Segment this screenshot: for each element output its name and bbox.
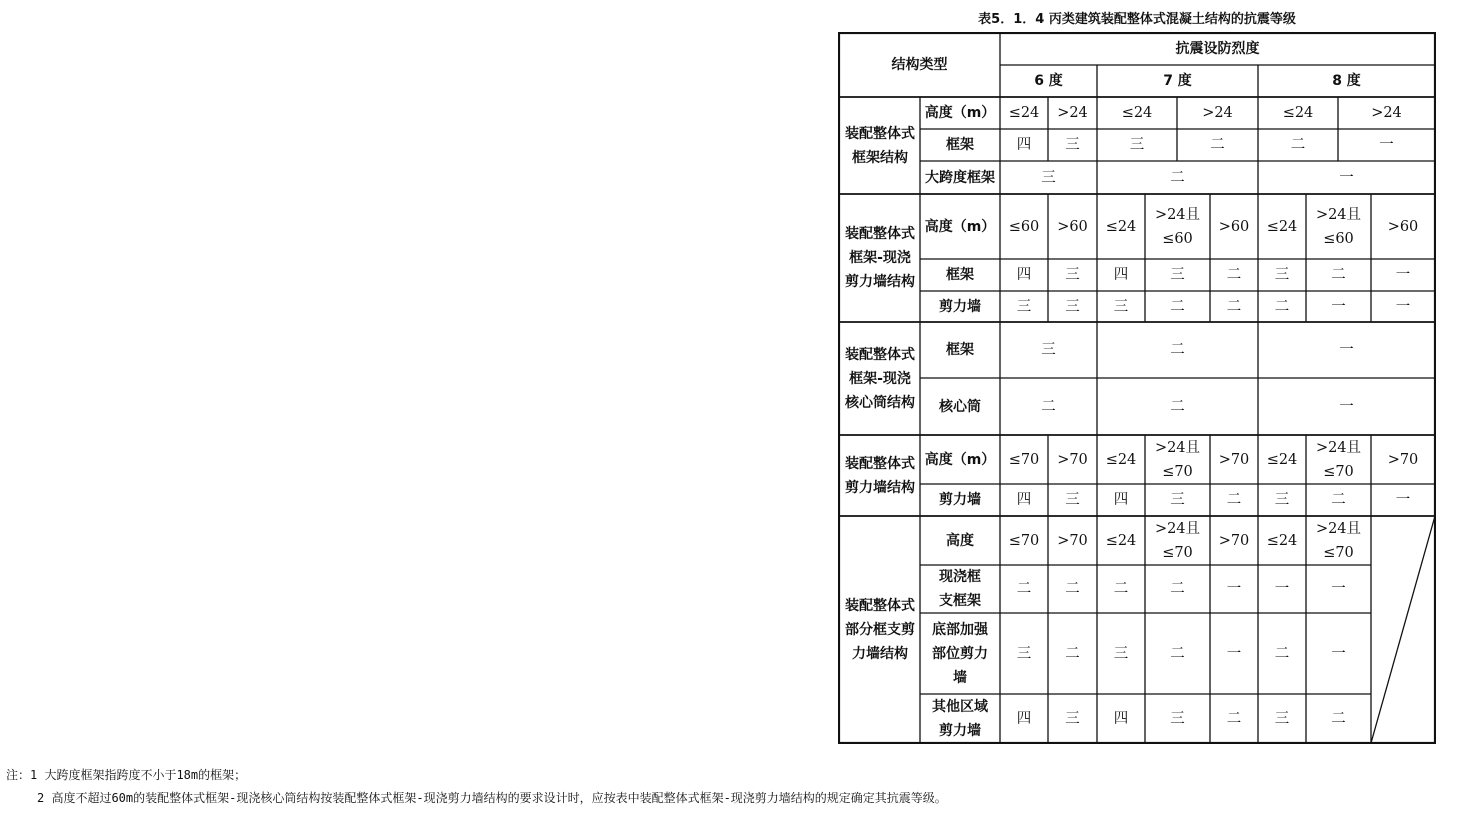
table-cell: 四: [1016, 710, 1032, 727]
table-cell: 二: [1170, 298, 1185, 315]
table-cell: 三: [1170, 492, 1185, 508]
table-cell: 三: [1129, 137, 1145, 153]
table-cell: ≤60: [1008, 218, 1040, 235]
table-cell: 二: [1226, 267, 1242, 283]
group-label-shear: 装配整体式剪力墙结构: [845, 455, 915, 496]
table-cell: >24: [1057, 105, 1088, 121]
table-cell: 四: [1016, 492, 1032, 508]
table-cell: ≤24: [1266, 218, 1298, 235]
empty-cell-diagonal: [1371, 516, 1435, 743]
table-cell: 三: [1113, 298, 1129, 315]
table-cell: >70: [1387, 451, 1419, 468]
note-1: 注：1 大跨度框架指跨度不小于18m的框架；: [6, 768, 247, 782]
table-cell: >60: [1218, 218, 1250, 235]
sub-label-frame: 框架: [946, 342, 974, 358]
sub-label-height: 高度（m）: [924, 451, 996, 468]
table-cell: ≤24: [1008, 105, 1040, 121]
table-cell: >60: [1387, 218, 1419, 235]
table-cell: 一: [1339, 398, 1354, 415]
header-intensity: 抗震设防烈度: [1175, 41, 1260, 57]
group-label-frame-shear: 装配整体式框架-现浇剪力墙结构: [845, 226, 915, 290]
table-cell: 一: [1331, 581, 1346, 597]
table-cell: >70: [1057, 451, 1088, 468]
table-cell: >70: [1218, 451, 1250, 468]
table-cell: >24且≤70: [1154, 439, 1201, 480]
group-label-frame-core: 装配整体式框架-现浇核心筒结构: [845, 346, 915, 411]
table-cell: 三: [1041, 342, 1056, 358]
table-cell: 三: [1065, 267, 1080, 283]
table-cell: 三: [1065, 710, 1080, 727]
seismic-grade-table: [838, 32, 1436, 744]
table-cell: 三: [1170, 710, 1185, 727]
table-cell: ≤24: [1105, 451, 1137, 468]
sub-label-core-tube: 核心筒: [939, 398, 981, 415]
table-cell: 二: [1170, 398, 1185, 415]
table-cell: 二: [1170, 645, 1185, 662]
table-cell: 一: [1274, 581, 1290, 597]
table-cell: 一: [1395, 298, 1411, 315]
sub-label-bottom-wall: 底部加强部位剪力墙: [932, 621, 988, 686]
sub-label-frame: 框架: [946, 267, 974, 283]
table-cell: 四: [1113, 492, 1129, 508]
note-2: 2 高度不超过60m的装配整体式框架-现浇核心筒结构按装配整体式框架-现浇剪力墙结构的要求设计时，应按表中装配整体式框架-现浇剪力墙结构的规定确定其抗震等级。: [37, 791, 947, 805]
table-cell: 一: [1226, 645, 1242, 662]
table-cell: 一: [1395, 492, 1411, 508]
table-cell: 三: [1065, 492, 1080, 508]
table-cell: 三: [1274, 710, 1290, 727]
table-cell: >24且≤60: [1154, 206, 1201, 247]
table-cell: ≤70: [1008, 451, 1040, 468]
table-cell: 一: [1379, 137, 1394, 153]
table-cell: 二: [1331, 710, 1346, 727]
sub-label-other-wall: 其他区域剪力墙: [932, 698, 988, 739]
table-cell: 二: [1170, 581, 1185, 597]
table-cell: 四: [1016, 267, 1032, 283]
table-cell: 二: [1170, 169, 1185, 186]
table-cell: >24: [1202, 105, 1233, 121]
table-cell: 三: [1274, 492, 1290, 508]
table-cell: 四: [1113, 267, 1129, 283]
table-cell: 一: [1331, 298, 1346, 315]
table-cell: ≤24: [1266, 532, 1298, 549]
table-cell: ≤24: [1121, 105, 1153, 121]
table-cell: 二: [1170, 342, 1185, 358]
table-cell: >24且≤60: [1315, 206, 1362, 247]
table-cell: ≤24: [1105, 532, 1137, 549]
sub-label-height: 高度: [946, 532, 974, 549]
table-cell: 二: [1226, 710, 1242, 727]
header-structure-type: 结构类型: [891, 57, 948, 73]
table-cell: 四: [1016, 137, 1032, 153]
table-cell: >70: [1057, 532, 1088, 549]
table-cell: 二: [1331, 267, 1346, 283]
table-cell: 三: [1041, 169, 1056, 186]
table-caption: 表5．1．4 丙类建筑装配整体式混凝土结构的抗震等级: [978, 12, 1296, 27]
table-cell: ≤70: [1008, 532, 1040, 549]
table-cell: 二: [1113, 581, 1129, 597]
sub-label-shear-wall: 剪力墙: [939, 492, 981, 508]
sub-label-height: 高度（m）: [924, 218, 996, 235]
table-cell: 三: [1170, 267, 1185, 283]
table-cell: 三: [1016, 645, 1032, 662]
sub-label-height: 高度（m）: [924, 105, 996, 121]
table-cell: 二: [1331, 492, 1346, 508]
table-cell: >60: [1057, 218, 1088, 235]
sub-label-large-span: 大跨度框架: [925, 169, 995, 186]
table-cell: >24且≤70: [1315, 520, 1362, 561]
table-cell: 二: [1065, 645, 1080, 662]
table-cell: 三: [1065, 137, 1080, 153]
table-cell: 二: [1210, 137, 1225, 153]
table-cell: >24且≤70: [1315, 439, 1362, 480]
table-cell: >70: [1218, 532, 1250, 549]
sub-label-shear-wall: 剪力墙: [939, 298, 981, 315]
group-label-partial: 装配整体式部分框支剪力墙结构: [845, 597, 915, 662]
table-cell: 二: [1226, 298, 1242, 315]
table-cell: 二: [1065, 581, 1080, 597]
table-cell: 三: [1016, 298, 1032, 315]
table-cell: 三: [1065, 298, 1080, 315]
sub-label-frame: 框架: [946, 137, 974, 153]
header-deg8: 8 度: [1332, 73, 1361, 89]
table-cell: 二: [1016, 581, 1032, 597]
table-cell: >24且≤70: [1154, 520, 1201, 561]
table-cell: 一: [1395, 267, 1411, 283]
table-cell: 四: [1113, 710, 1129, 727]
table-cell: 二: [1226, 492, 1242, 508]
sub-label-support-frame: 现浇框支框架: [939, 569, 981, 609]
table-cell: ≤24: [1105, 218, 1137, 235]
table-cell: 二: [1290, 137, 1306, 153]
header-deg7: 7 度: [1163, 73, 1192, 89]
table-cell: 一: [1339, 342, 1354, 358]
header-deg6: 6 度: [1034, 73, 1063, 89]
table-cell: 三: [1274, 267, 1290, 283]
table-notes: [6, 764, 947, 810]
table-cell: ≤24: [1266, 451, 1298, 468]
table-cell: 一: [1331, 645, 1346, 662]
table-cell: 二: [1041, 398, 1056, 415]
table-cell: 二: [1274, 298, 1290, 315]
table-cell: 三: [1113, 645, 1129, 662]
table-cell: 一: [1226, 581, 1242, 597]
table-cell: 二: [1274, 645, 1290, 662]
table-cell: 一: [1339, 169, 1354, 186]
table-cell: ≤24: [1282, 105, 1314, 121]
table-cell: >24: [1371, 105, 1402, 121]
group-label-frame: 装配整体式框架结构: [845, 125, 915, 166]
